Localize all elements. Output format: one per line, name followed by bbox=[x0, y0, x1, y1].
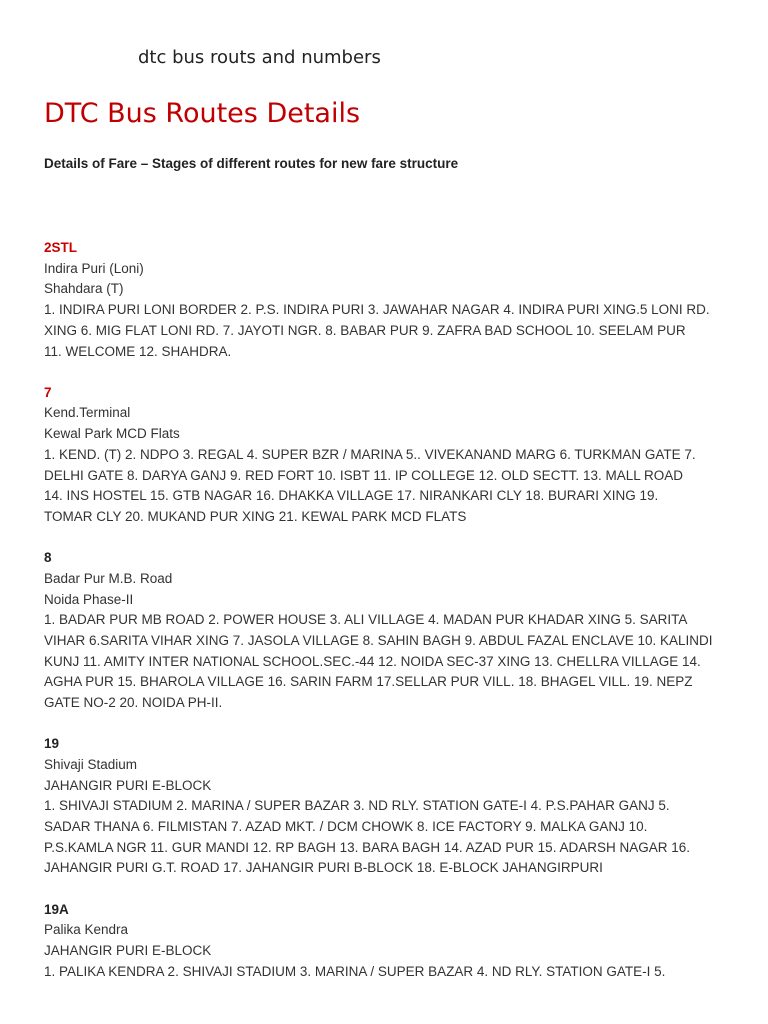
route-origin: Kend.Terminal bbox=[44, 405, 131, 421]
route-origin: Shivaji Stadium bbox=[44, 756, 138, 772]
route-origin: Palika Kendra bbox=[44, 922, 129, 938]
route-destination: Kewal Park MCD Flats bbox=[44, 426, 180, 442]
route-list bbox=[44, 238, 734, 1003]
route-number: 7 bbox=[44, 384, 52, 400]
route-stages: 1. SHIVAJI STADIUM 2. MARINA / SUPER BAZAR 3. ND RLY. STATION GATE-I 4. P.S.PAHAR GANJ 5. SADAR THANA 6. FILMISTAN 7. AZAD MKT. / DCM CHOWK 8. ICE FACTORY 9. MALKA GANJ 10. P.S.KAMLA NGR 11. GUR MANDI 12. RP BAGH 13. BARA BAGH 14. AZAD PUR 15. ADARSH NAGAR 16. JAHANGIR PURI G.T. ROAD 17. JAHANGIR PURI B-BLOCK 18. E-BLOCK JAHANGIRPURI bbox=[44, 798, 690, 876]
route-item bbox=[44, 383, 734, 528]
page-subtitle: Details of Fare – Stages of different routes for new fare structure bbox=[44, 156, 459, 171]
page-title: DTC Bus Routes Details bbox=[44, 98, 361, 129]
route-destination: JAHANGIR PURI E-BLOCK bbox=[44, 943, 212, 959]
route-number: 19A bbox=[44, 901, 69, 917]
route-item bbox=[44, 548, 734, 714]
route-stages: 1. INDIRA PURI LONI BORDER 2. P.S. INDIRA PURI 3. JAWAHAR NAGAR 4. INDIRA PURI XING.5 LONI RD. XING 6. MIG FLAT LONI RD. 7. JAYOTI NGR. 8. BABAR PUR 9. ZAFRA BAD SCHOOL 10. SEELAM PUR 11. WELCOME 12. SHAHDRA. bbox=[44, 302, 710, 359]
route-stages: 1. KEND. (T) 2. NDPO 3. REGAL 4. SUPER BZR / MARINA 5.. VIVEKANAND MARG 6. TURKMAN GATE 7. DELHI GATE 8. DARYA GANJ 9. RED FORT 10. ISBT 11. IP COLLEGE 12. OLD SECTT. 13. MALL ROAD 14. INS HOSTEL 15. GTB NAGAR 16. DHAKKA VILLAGE 17. NIRANKARI CLY 18. BURARI XING 19. TOMAR CLY 20. MUKAND PUR XING 21. KEWAL PARK MCD FLATS bbox=[44, 446, 696, 524]
route-item bbox=[44, 900, 734, 983]
route-origin: Indira Puri (Loni) bbox=[44, 260, 144, 276]
route-stages: 1. BADAR PUR MB ROAD 2. POWER HOUSE 3. ALI VILLAGE 4. MADAN PUR KHADAR XING 5. SARITA VIHAR 6.SARITA VIHAR XING 7. JASOLA VILLAGE 8. SAHIN BAGH 9. ABDUL FAZAL ENCLAVE 10. KALINDI KUNJ 11. AMITY INTER NATIONAL SCHOOL.SEC.-44 12. NOIDA SEC-37 XING 13. CHELLRA VILLAGE 14. AGHA PUR 15. BHAROLA VILLAGE 16. SARIN FARM 17.SELLAR PUR VILL. 18. BHAGEL VILL. 19. NEPZ GATE NO-2 20. NOIDA PH-II. bbox=[44, 612, 713, 711]
route-item bbox=[44, 734, 734, 879]
route-number: 19 bbox=[44, 736, 60, 752]
route-destination: Shahdara (T) bbox=[44, 281, 124, 297]
route-stages: 1. PALIKA KENDRA 2. SHIVAJI STADIUM 3. MARINA / SUPER BAZAR 4. ND RLY. STATION GATE-I 5. bbox=[44, 963, 666, 979]
route-destination: Noida Phase-II bbox=[44, 591, 134, 607]
route-number: 8 bbox=[44, 550, 52, 566]
route-destination: JAHANGIR PURI E-BLOCK bbox=[44, 777, 212, 793]
document-header: dtc bus routs and numbers bbox=[138, 47, 381, 68]
route-origin: Badar Pur M.B. Road bbox=[44, 570, 173, 586]
route-number: 2STL bbox=[44, 240, 78, 255]
route-item bbox=[44, 238, 734, 362]
